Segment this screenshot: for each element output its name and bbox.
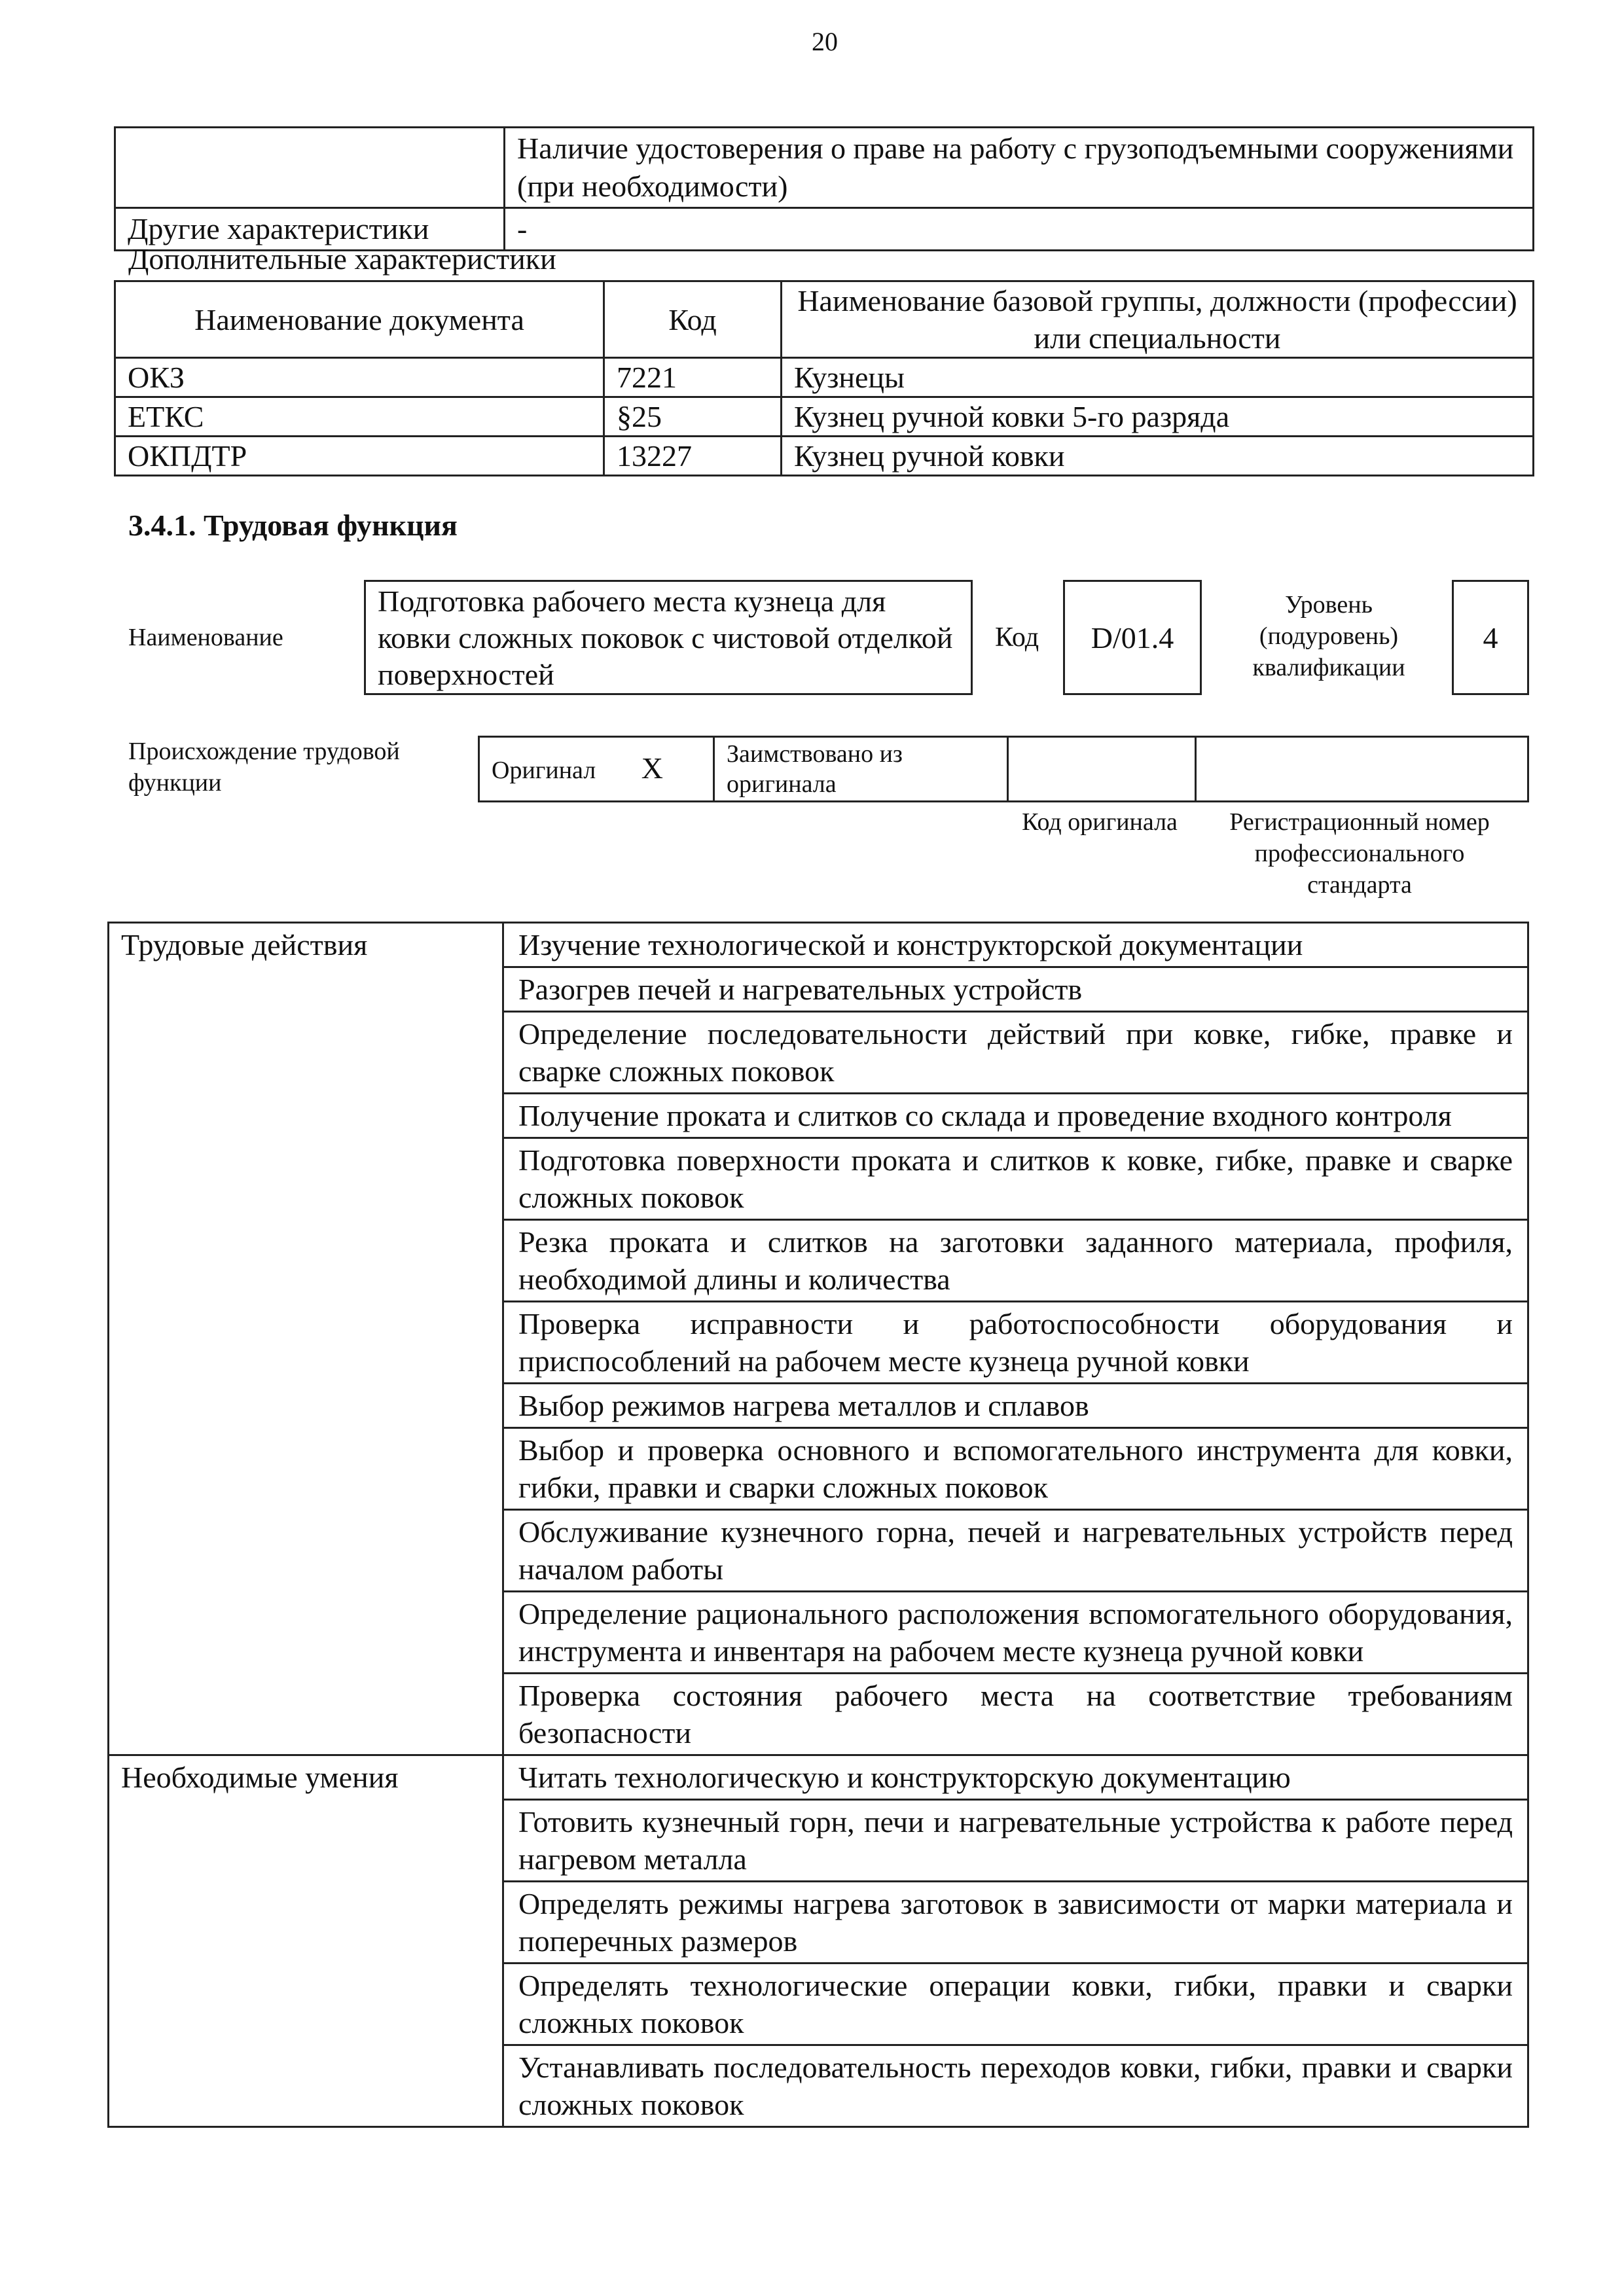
additional-characteristics-table — [114, 280, 1534, 476]
page-number: 20 — [812, 27, 838, 56]
origin-original-cell — [479, 737, 714, 802]
labor-functions-table — [107, 922, 1529, 2128]
header-document-name: Наименование документа — [115, 281, 604, 358]
requirements-value-cell: Наличие удостоверения о праве на работу с грузоподъемными сооружениями (при необходимости) — [505, 128, 1534, 208]
code-cell: 13227 — [604, 437, 782, 476]
skill-item: Готовить кузнечный горн, печи и нагревательные устройства к работе перед нагревом металла — [503, 1800, 1528, 1882]
code-cell: 7221 — [604, 358, 782, 397]
original-code-caption: Код оригинала — [1022, 808, 1178, 836]
table-row — [115, 437, 1534, 476]
table-header-row — [115, 281, 1534, 358]
original-label: Оригинал — [492, 756, 596, 784]
labor-action-item: Подготовка поверхности проката и слитков к ковке, гибке, правке и сварке сложных поковок — [503, 1138, 1528, 1220]
doc-name-cell: ЕТКС — [115, 397, 604, 437]
labor-action-item: Разогрев печей и нагревательных устройств — [503, 967, 1528, 1012]
doc-name-cell: ОКПДТР — [115, 437, 604, 476]
requirements-table — [114, 126, 1534, 251]
skill-item: Читать технологическую и конструкторскую документацию — [503, 1755, 1528, 1800]
header-base-group: Наименование базовой группы, должности (профессии) или специальности — [782, 281, 1534, 358]
function-name-box: Подготовка рабочего места кузнеца для ковки сложных поковок с чистовой отделкой поверхностей — [364, 580, 973, 695]
level-label: Уровень (подуровень) квалификации — [1252, 591, 1405, 681]
name-label: Наименование — [128, 624, 283, 651]
borrowed-label: Заимствовано из оригинала — [714, 737, 1008, 802]
group-name-cell: Кузнецы — [782, 358, 1534, 397]
table-row — [479, 737, 1528, 802]
other-characteristics-label: Другие характеристики — [115, 208, 505, 251]
labor-action-item: Проверка исправности и работоспособности оборудования и приспособлений на рабочем месте кузнеца ручной ковки — [503, 1302, 1528, 1384]
qualification-level-box: 4 — [1452, 580, 1529, 695]
original-code-cell — [1008, 737, 1196, 802]
skill-item: Устанавливать последовательность переходов ковки, гибки, правки и сварки сложных поковок — [503, 2045, 1528, 2127]
header-code: Код — [604, 281, 782, 358]
labor-action-item: Определение рационального расположения вспомогательного оборудования, инструмента и инвентаря на рабочем месте кузнеца ручной ковки — [503, 1592, 1528, 1674]
labor-action-item: Определение последовательности действий при ковке, гибке, правке и сварке сложных поковок — [503, 1012, 1528, 1094]
table-row — [115, 358, 1534, 397]
origin-label: Происхождение трудовой функции — [128, 738, 400, 797]
table-row — [109, 923, 1528, 967]
skill-item: Определять технологические операции ковки, гибки, правки и сварки сложных поковок — [503, 1964, 1528, 2045]
labor-action-item: Резка проката и слитков на заготовки заданного материала, профиля, необходимой длины и количества — [503, 1220, 1528, 1302]
requirements-label-cell — [115, 128, 505, 208]
registration-number-cell — [1196, 737, 1528, 802]
other-characteristics-value: - — [505, 208, 1534, 251]
labor-actions-label: Трудовые действия — [109, 923, 503, 1755]
code-label: Код — [995, 622, 1039, 653]
code-cell: §25 — [604, 397, 782, 437]
labor-action-item: Изучение технологической и конструкторской документации — [503, 923, 1528, 967]
origin-table — [478, 736, 1529, 802]
doc-name-cell: ОКЗ — [115, 358, 604, 397]
table-row — [115, 128, 1534, 208]
required-skills-label: Необходимые умения — [109, 1755, 503, 2127]
group-name-cell: Кузнец ручной ковки 5-го разряда — [782, 397, 1534, 437]
group-name-cell: Кузнец ручной ковки — [782, 437, 1534, 476]
function-code-box: D/01.4 — [1063, 580, 1202, 695]
additional-characteristics-title: Дополнительные характеристики — [128, 242, 556, 276]
skill-item: Определять режимы нагрева заготовок в зависимости от марки материала и поперечных размеров — [503, 1882, 1528, 1964]
labor-action-item: Получение проката и слитков со склада и проведение входного контроля — [503, 1094, 1528, 1138]
labor-action-item: Выбор и проверка основного и вспомогательного инструмента для ковки, гибки, правки и сварки сложных поковок — [503, 1428, 1528, 1510]
registration-number-caption: Регистрационный номер профессионального стандарта — [1229, 808, 1490, 899]
table-row — [115, 397, 1534, 437]
table-row — [109, 1755, 1528, 1800]
original-mark: X — [641, 751, 663, 785]
labor-action-item: Обслуживание кузнечного горна, печей и нагревательных устройств перед началом работы — [503, 1510, 1528, 1592]
section-heading: 3.4.1. Трудовая функция — [128, 509, 458, 542]
labor-action-item: Выбор режимов нагрева металлов и сплавов — [503, 1384, 1528, 1428]
labor-action-item: Проверка состояния рабочего места на соответствие требованиям безопасности — [503, 1674, 1528, 1755]
